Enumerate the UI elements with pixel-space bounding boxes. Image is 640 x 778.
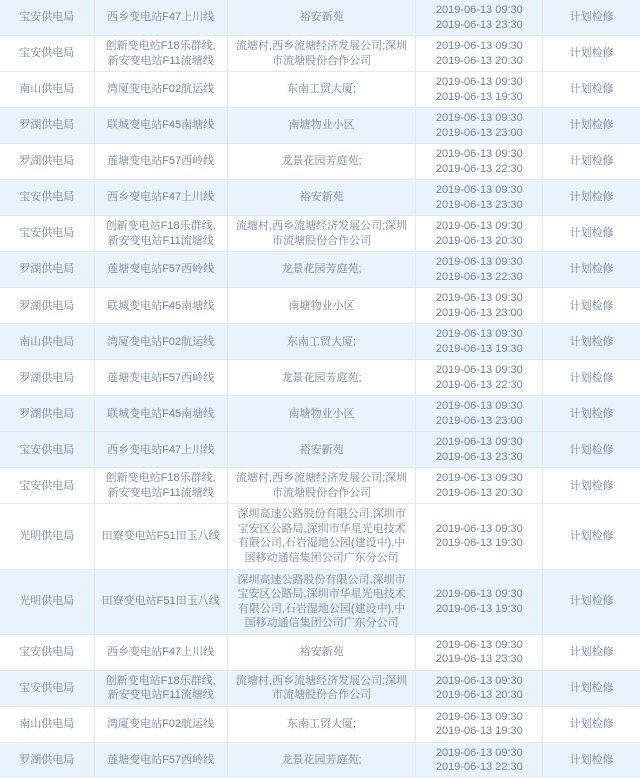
cell-outage-type: [543, 180, 640, 216]
outage-start-time: 2019-06-13 09:30: [435, 256, 523, 269]
cell-outage-type: [543, 252, 640, 288]
bureau-label: 罗湖供电局: [19, 371, 75, 384]
outage-type-label: 计划检修: [569, 83, 614, 96]
table-row: [0, 72, 640, 108]
bureau-label: 宝安供电局: [19, 479, 75, 492]
table-row: [0, 569, 640, 634]
outage-start-time: 2019-06-13 09:30: [435, 522, 523, 535]
cell-feeder-line: [94, 742, 227, 778]
bureau-label: 宝安供电局: [19, 681, 75, 694]
outage-end-time: 2019-06-13 20:30: [435, 689, 523, 702]
bureau-label: 罗湖供电局: [19, 753, 75, 766]
feeder-line-label: 西乡变电站F47上川线: [107, 191, 215, 204]
feeder-line-label: 创新变电站F18乐群线,新安变电站F11流塘线: [105, 220, 216, 247]
bureau-label: 宝安供电局: [19, 47, 75, 60]
cell-feeder-line: [94, 396, 227, 432]
feeder-line-label: 莲塘变电站F57西岭线: [107, 155, 215, 168]
outage-start-time: 2019-06-13 09:30: [435, 674, 523, 687]
outage-end-time: 2019-06-13 20:30: [435, 486, 523, 499]
cell-feeder-line: [94, 108, 227, 144]
outage-type-label: 计划检修: [569, 263, 614, 276]
affected-area-label: 东南工贸大厦;: [287, 335, 357, 348]
cell-affected-area: [227, 144, 416, 180]
outage-start-time: 2019-06-13 09:30: [435, 220, 523, 233]
cell-feeder-line: [94, 252, 227, 288]
cell-outage-type: [543, 36, 640, 72]
affected-area-label: 裕安新苑: [299, 191, 344, 204]
cell-outage-type: [543, 468, 640, 504]
cell-affected-area: [227, 108, 416, 144]
outage-end-time: 2019-06-13 22:30: [435, 378, 523, 391]
cell-bureau: [0, 324, 94, 360]
cell-outage-type: [543, 432, 640, 468]
outage-type-label: 计划检修: [569, 227, 614, 240]
cell-bureau: [0, 396, 94, 432]
cell-affected-area: [227, 0, 416, 36]
cell-bureau: [0, 72, 94, 108]
table-row: [0, 144, 640, 180]
cell-affected-area: [227, 634, 416, 670]
cell-feeder-line: [94, 504, 227, 569]
cell-feeder-line: [94, 360, 227, 396]
affected-area-label: 南塘物业小区: [288, 119, 355, 132]
outage-end-time: 2019-06-13 23:00: [435, 414, 523, 427]
cell-outage-type: [543, 742, 640, 778]
cell-outage-type: [543, 108, 640, 144]
feeder-line-label: 莲塘变电站F57西岭线: [107, 753, 215, 766]
cell-bureau: [0, 706, 94, 742]
cell-feeder-line: [94, 468, 227, 504]
outage-start-time: 2019-06-13 09:30: [435, 292, 523, 305]
table-row: [0, 324, 640, 360]
outage-start-time: 2019-06-13 09:30: [435, 40, 523, 53]
table-row: [0, 36, 640, 72]
cell-outage-time: [416, 108, 543, 144]
affected-area-label: 流塘村,西乡流塘经济发展公司;深圳市流塘股份合作公司: [236, 674, 408, 702]
feeder-line-label: 创新变电站F18乐群线,新安变电站F11流塘线: [105, 472, 216, 499]
cell-feeder-line: [94, 432, 227, 468]
table-row: [0, 432, 640, 468]
outage-end-time: 2019-06-13 22:30: [435, 162, 523, 175]
cell-bureau: [0, 180, 94, 216]
cell-feeder-line: [94, 144, 227, 180]
feeder-line-label: 西乡变电站F47上川线: [107, 11, 215, 24]
outage-type-label: 计划检修: [569, 753, 614, 766]
cell-outage-type: [543, 634, 640, 670]
outage-end-time: 2019-06-13 23:00: [435, 306, 523, 319]
bureau-label: 光明供电局: [19, 530, 75, 543]
cell-feeder-line: [94, 36, 227, 72]
table-row: [0, 504, 640, 569]
cell-bureau: [0, 634, 94, 670]
outage-type-label: 计划检修: [569, 717, 614, 730]
cell-bureau: [0, 0, 94, 36]
outage-end-time: 2019-06-13 23:30: [435, 450, 523, 463]
bureau-label: 宝安供电局: [19, 645, 75, 658]
table-row: [0, 252, 640, 288]
feeder-line-label: 田寮变电站F51田玉八线: [101, 595, 220, 608]
cell-outage-time: [416, 144, 543, 180]
affected-area-label: 南塘物业小区: [288, 299, 355, 312]
cell-feeder-line: [94, 216, 227, 252]
bureau-label: 光明供电局: [19, 595, 75, 608]
bureau-label: 宝安供电局: [19, 191, 75, 204]
bureau-label: 宝安供电局: [19, 443, 75, 456]
bureau-label: 宝安供电局: [19, 11, 75, 24]
feeder-line-label: 湾厦变电站F02航运线: [107, 83, 215, 96]
cell-affected-area: [227, 396, 416, 432]
outage-start-time: 2019-06-13 09:30: [435, 588, 523, 601]
bureau-label: 南山供电局: [19, 335, 75, 348]
cell-bureau: [0, 252, 94, 288]
cell-feeder-line: [94, 288, 227, 324]
cell-affected-area: [227, 504, 416, 569]
cell-affected-area: [227, 216, 416, 252]
outage-end-time: 2019-06-13 19:30: [435, 342, 523, 355]
bureau-label: 南山供电局: [19, 717, 75, 730]
table-row: [0, 742, 640, 778]
feeder-line-label: 莲塘变电站F57西岭线: [107, 371, 215, 384]
feeder-line-label: 西乡变电站F47上川线: [107, 443, 215, 456]
cell-outage-time: [416, 670, 543, 706]
outage-type-label: 计划检修: [569, 645, 614, 658]
outage-end-time: 2019-06-13 19:30: [435, 725, 523, 738]
cell-feeder-line: [94, 706, 227, 742]
cell-bureau: [0, 36, 94, 72]
outage-start-time: 2019-06-13 09:30: [435, 436, 523, 449]
cell-outage-type: [543, 504, 640, 569]
cell-outage-time: [416, 216, 543, 252]
outage-end-time: 2019-06-13 19:30: [435, 537, 523, 550]
cell-outage-time: [416, 468, 543, 504]
table-row: [0, 396, 640, 432]
cell-outage-type: [543, 706, 640, 742]
bureau-label: 南山供电局: [19, 83, 75, 96]
table-row: [0, 108, 640, 144]
cell-outage-type: [543, 72, 640, 108]
feeder-line-label: 西乡变电站F47上川线: [107, 645, 215, 658]
outage-type-label: 计划检修: [569, 119, 614, 132]
cell-outage-time: [416, 360, 543, 396]
table-row: [0, 634, 640, 670]
table-row: [0, 706, 640, 742]
outage-end-time: 2019-06-13 20:30: [435, 54, 523, 67]
table-row: [0, 360, 640, 396]
affected-area-label: 流塘村,西乡流塘经济发展公司;深圳市流塘股份合作公司: [236, 220, 408, 247]
outage-type-label: 计划检修: [569, 443, 614, 456]
affected-area-label: 龙景花园芳庭苑;: [281, 263, 362, 276]
outage-start-time: 2019-06-13 09:30: [435, 400, 523, 413]
cell-bureau: [0, 569, 94, 634]
cell-bureau: [0, 742, 94, 778]
outage-end-time: 2019-06-13 19:30: [435, 90, 523, 103]
cell-bureau: [0, 432, 94, 468]
cell-outage-type: [543, 288, 640, 324]
cell-feeder-line: [94, 0, 227, 36]
table-row: [0, 288, 640, 324]
cell-feeder-line: [94, 180, 227, 216]
outage-start-time: 2019-06-13 09:30: [435, 4, 523, 16]
cell-affected-area: [227, 180, 416, 216]
outage-type-label: 计划检修: [569, 530, 614, 543]
cell-outage-type: [543, 360, 640, 396]
cell-bureau: [0, 504, 94, 569]
outage-end-time: 2019-06-13 23:00: [435, 126, 523, 139]
cell-outage-type: [543, 670, 640, 706]
affected-area-label: 流塘村,西乡流塘经济发展公司;深圳市流塘股份合作公司: [236, 472, 408, 499]
outage-start-time: 2019-06-13 09:30: [435, 638, 523, 651]
feeder-line-label: 联城变电站F45南塘线: [107, 119, 215, 132]
cell-outage-time: [416, 252, 543, 288]
affected-area-label: 龙景花园芳庭苑;: [281, 155, 362, 168]
cell-bureau: [0, 468, 94, 504]
outage-type-label: 计划检修: [569, 371, 614, 384]
cell-bureau: [0, 144, 94, 180]
affected-area-label: 南塘物业小区: [288, 407, 355, 420]
affected-area-label: 流塘村,西乡流塘经济发展公司;深圳市流塘股份合作公司: [236, 40, 408, 67]
cell-bureau: [0, 108, 94, 144]
feeder-line-label: 联城变电站F45南塘线: [107, 299, 215, 312]
table-row: [0, 468, 640, 504]
cell-outage-time: [416, 569, 543, 634]
outage-type-label: 计划检修: [569, 595, 614, 608]
cell-feeder-line: [94, 670, 227, 706]
outage-start-time: 2019-06-13 09:30: [435, 76, 523, 89]
outage-end-time: 2019-06-13 23:30: [435, 653, 523, 666]
outage-type-label: 计划检修: [569, 155, 614, 168]
bureau-label: 罗湖供电局: [19, 119, 75, 132]
cell-outage-time: [416, 324, 543, 360]
affected-area-label: 深圳高速公路股份有限公司,深圳市宝安区公路局,深圳市华星光电技术有限公司,石岩湿地公园(建设中),中国移动通信集团公司广东分公司: [237, 508, 406, 564]
cell-affected-area: [227, 670, 416, 706]
outage-end-time: 2019-06-13 23:30: [435, 198, 523, 211]
outage-type-label: 计划检修: [569, 47, 614, 60]
cell-feeder-line: [94, 324, 227, 360]
table-row: [0, 216, 640, 252]
outage-start-time: 2019-06-13 09:30: [435, 746, 523, 759]
outage-type-label: 计划检修: [569, 681, 614, 694]
outage-end-time: 2019-06-13 22:30: [435, 761, 523, 774]
outage-type-label: 计划检修: [569, 407, 614, 420]
affected-area-label: 裕安新苑: [299, 443, 344, 456]
affected-area-label: 深圳高速公路股份有限公司,深圳市宝安区公路局,深圳市华星光电技术有限公司,石岩湿地公园(建设中),中国移动通信集团公司广东分公司: [237, 573, 406, 630]
cell-feeder-line: [94, 634, 227, 670]
cell-bureau: [0, 670, 94, 706]
outage-type-label: 计划检修: [569, 479, 614, 492]
cell-affected-area: [227, 742, 416, 778]
cell-outage-time: [416, 72, 543, 108]
affected-area-label: 龙景花园芳庭苑;: [281, 371, 362, 384]
bureau-label: 罗湖供电局: [19, 263, 75, 276]
outage-start-time: 2019-06-13 09:30: [435, 148, 523, 161]
cell-outage-time: [416, 706, 543, 742]
feeder-line-label: 创新变电站F18乐群线,新安变电站F11流塘线: [105, 674, 216, 702]
outage-type-label: 计划检修: [569, 335, 614, 348]
cell-feeder-line: [94, 72, 227, 108]
outage-start-time: 2019-06-13 09:30: [435, 184, 523, 197]
cell-affected-area: [227, 252, 416, 288]
bureau-label: 宝安供电局: [19, 227, 75, 240]
feeder-line-label: 创新变电站F18乐群线,新安变电站F11流塘线: [105, 40, 216, 67]
outage-start-time: 2019-06-13 09:30: [435, 328, 523, 341]
cell-outage-type: [543, 324, 640, 360]
affected-area-label: 裕安新苑: [299, 645, 344, 658]
cell-affected-area: [227, 569, 416, 634]
outage-type-label: 计划检修: [569, 191, 614, 204]
cell-outage-time: [416, 396, 543, 432]
affected-area-label: 龙景花园芳庭苑;: [281, 753, 362, 766]
affected-area-label: 裕安新苑: [299, 11, 344, 24]
table-row: [0, 0, 640, 36]
cell-affected-area: [227, 432, 416, 468]
cell-outage-time: [416, 432, 543, 468]
cell-affected-area: [227, 72, 416, 108]
cell-outage-type: [543, 144, 640, 180]
outage-start-time: 2019-06-13 09:30: [435, 472, 523, 485]
cell-outage-time: [416, 504, 543, 569]
outage-start-time: 2019-06-13 09:30: [435, 710, 523, 723]
cell-affected-area: [227, 36, 416, 72]
bureau-label: 罗湖供电局: [19, 299, 75, 312]
cell-outage-type: [543, 0, 640, 36]
table-row: [0, 670, 640, 706]
outage-end-time: 2019-06-13 19:30: [435, 602, 523, 615]
outage-end-time: 2019-06-13 20:30: [435, 234, 523, 247]
cell-feeder-line: [94, 569, 227, 634]
cell-affected-area: [227, 706, 416, 742]
cell-affected-area: [227, 468, 416, 504]
cell-outage-time: [416, 0, 543, 36]
feeder-line-label: 湾厦变电站F02航运线: [107, 717, 215, 730]
table-row: [0, 180, 640, 216]
cell-bureau: [0, 360, 94, 396]
bureau-label: 罗湖供电局: [19, 155, 75, 168]
cell-outage-type: [543, 569, 640, 634]
cell-outage-time: [416, 36, 543, 72]
feeder-line-label: 田寮变电站F51田玉八线: [101, 530, 220, 543]
outage-start-time: 2019-06-13 09:30: [435, 112, 523, 125]
bureau-label: 罗湖供电局: [19, 407, 75, 420]
feeder-line-label: 湾厦变电站F02航运线: [107, 335, 215, 348]
cell-affected-area: [227, 288, 416, 324]
outage-end-time: 2019-06-13 23:30: [435, 18, 523, 31]
cell-bureau: [0, 216, 94, 252]
cell-outage-time: [416, 742, 543, 778]
cell-bureau: [0, 288, 94, 324]
cell-outage-time: [416, 288, 543, 324]
affected-area-label: 东南工贸大厦;: [287, 83, 357, 96]
cell-outage-time: [416, 180, 543, 216]
outage-type-label: 计划检修: [569, 11, 614, 24]
cell-outage-type: [543, 396, 640, 432]
outage-type-label: 计划检修: [569, 299, 614, 312]
cell-affected-area: [227, 360, 416, 396]
cell-outage-time: [416, 634, 543, 670]
cell-affected-area: [227, 324, 416, 360]
affected-area-label: 东南工贸大厦;: [287, 717, 357, 730]
cell-outage-type: [543, 216, 640, 252]
outage-start-time: 2019-06-13 09:30: [435, 364, 523, 377]
feeder-line-label: 联城变电站F45南塘线: [107, 407, 215, 420]
outage-end-time: 2019-06-13 22:30: [435, 270, 523, 283]
feeder-line-label: 莲塘变电站F57西岭线: [107, 263, 215, 276]
